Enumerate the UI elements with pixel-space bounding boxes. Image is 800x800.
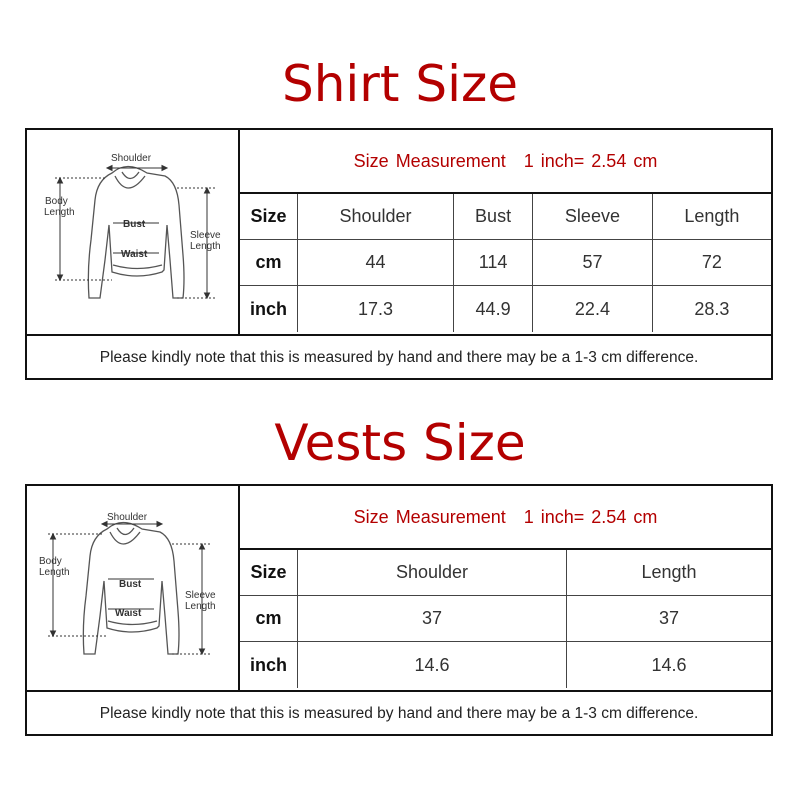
table-cell: 44 (298, 240, 454, 286)
unit-cell: inch (249, 298, 287, 319)
unit-cell: cm (240, 240, 298, 286)
table-cell: 37 (298, 596, 567, 642)
length-header: Length (566, 550, 771, 596)
conversion-label: 1 inch= 2.54 cm (523, 506, 658, 527)
table-row (240, 240, 771, 286)
table-cell: 14.6 (298, 642, 567, 689)
table-cell: 72 (652, 240, 771, 286)
vests-size-table (25, 484, 773, 736)
vests-size-title: Vests Size (274, 414, 526, 472)
bust-label: Bust (119, 579, 142, 590)
vests-size-grid (240, 550, 771, 688)
bust-header: Bust (454, 194, 533, 240)
vests-measurements (240, 486, 771, 690)
table-row (240, 596, 771, 642)
measurement-label: Size Measurement (353, 150, 506, 171)
size-header: Size (240, 194, 298, 240)
shirt-size-grid (240, 194, 771, 332)
bust-label: Bust (123, 219, 146, 230)
waist-label: Waist (121, 249, 148, 260)
table-cell: 28.3 (652, 286, 771, 333)
table-row (240, 642, 771, 689)
shoulder-label: Shoulder (107, 512, 148, 523)
table-cell: 17.3 (298, 286, 454, 333)
shoulder-label: Shoulder (111, 153, 152, 164)
table-cell: 44.9 (454, 286, 533, 333)
table-row (240, 286, 771, 333)
shirt-size-title: Shirt Size (281, 55, 518, 113)
body-length-label: Length (39, 567, 70, 578)
shoulder-header: Shoulder (298, 550, 567, 596)
unit-cell: cm (240, 596, 298, 642)
shirt-diagram (27, 130, 240, 334)
measurement-note: Please kindly note that this is measured by hand and there may be a 1-3 cm difference. (27, 690, 771, 736)
body-length-label: Length (44, 207, 75, 218)
vests-diagram (27, 486, 240, 690)
waist-label: Waist (115, 608, 142, 619)
table-cell: 22.4 (533, 286, 653, 333)
sleeve-length-label: Length (190, 241, 221, 252)
shoulder-header: Shoulder (298, 194, 454, 240)
vest-sketch-icon (27, 486, 238, 688)
conversion-label: 1 inch= 2.54 cm (523, 150, 658, 171)
shirt-size-table (25, 128, 773, 380)
sleeve-length-label: Length (185, 601, 216, 612)
body-length-label: Body (45, 196, 68, 207)
size-header: Size (240, 550, 298, 596)
measurement-header (240, 130, 771, 194)
shirt-sketch-icon (27, 130, 238, 332)
measurement-note: Please kindly note that this is measured by hand and there may be a 1-3 cm difference. (27, 334, 771, 380)
sleeve-length-label: Sleeve (190, 230, 221, 241)
header-row (240, 194, 771, 240)
body-length-label: Body (39, 556, 62, 567)
table-cell: 114 (454, 240, 533, 286)
measurement-label: Size Measurement (353, 506, 506, 527)
table-cell: 14.6 (566, 642, 771, 689)
table-cell: 57 (533, 240, 653, 286)
sleeve-header: Sleeve (533, 194, 653, 240)
shirt-measurements (240, 130, 771, 334)
unit-cell: inch (249, 654, 287, 675)
measurement-header (240, 486, 771, 550)
length-header: Length (652, 194, 771, 240)
header-row (240, 550, 771, 596)
sleeve-length-label: Sleeve (185, 590, 216, 601)
table-cell: 37 (566, 596, 771, 642)
